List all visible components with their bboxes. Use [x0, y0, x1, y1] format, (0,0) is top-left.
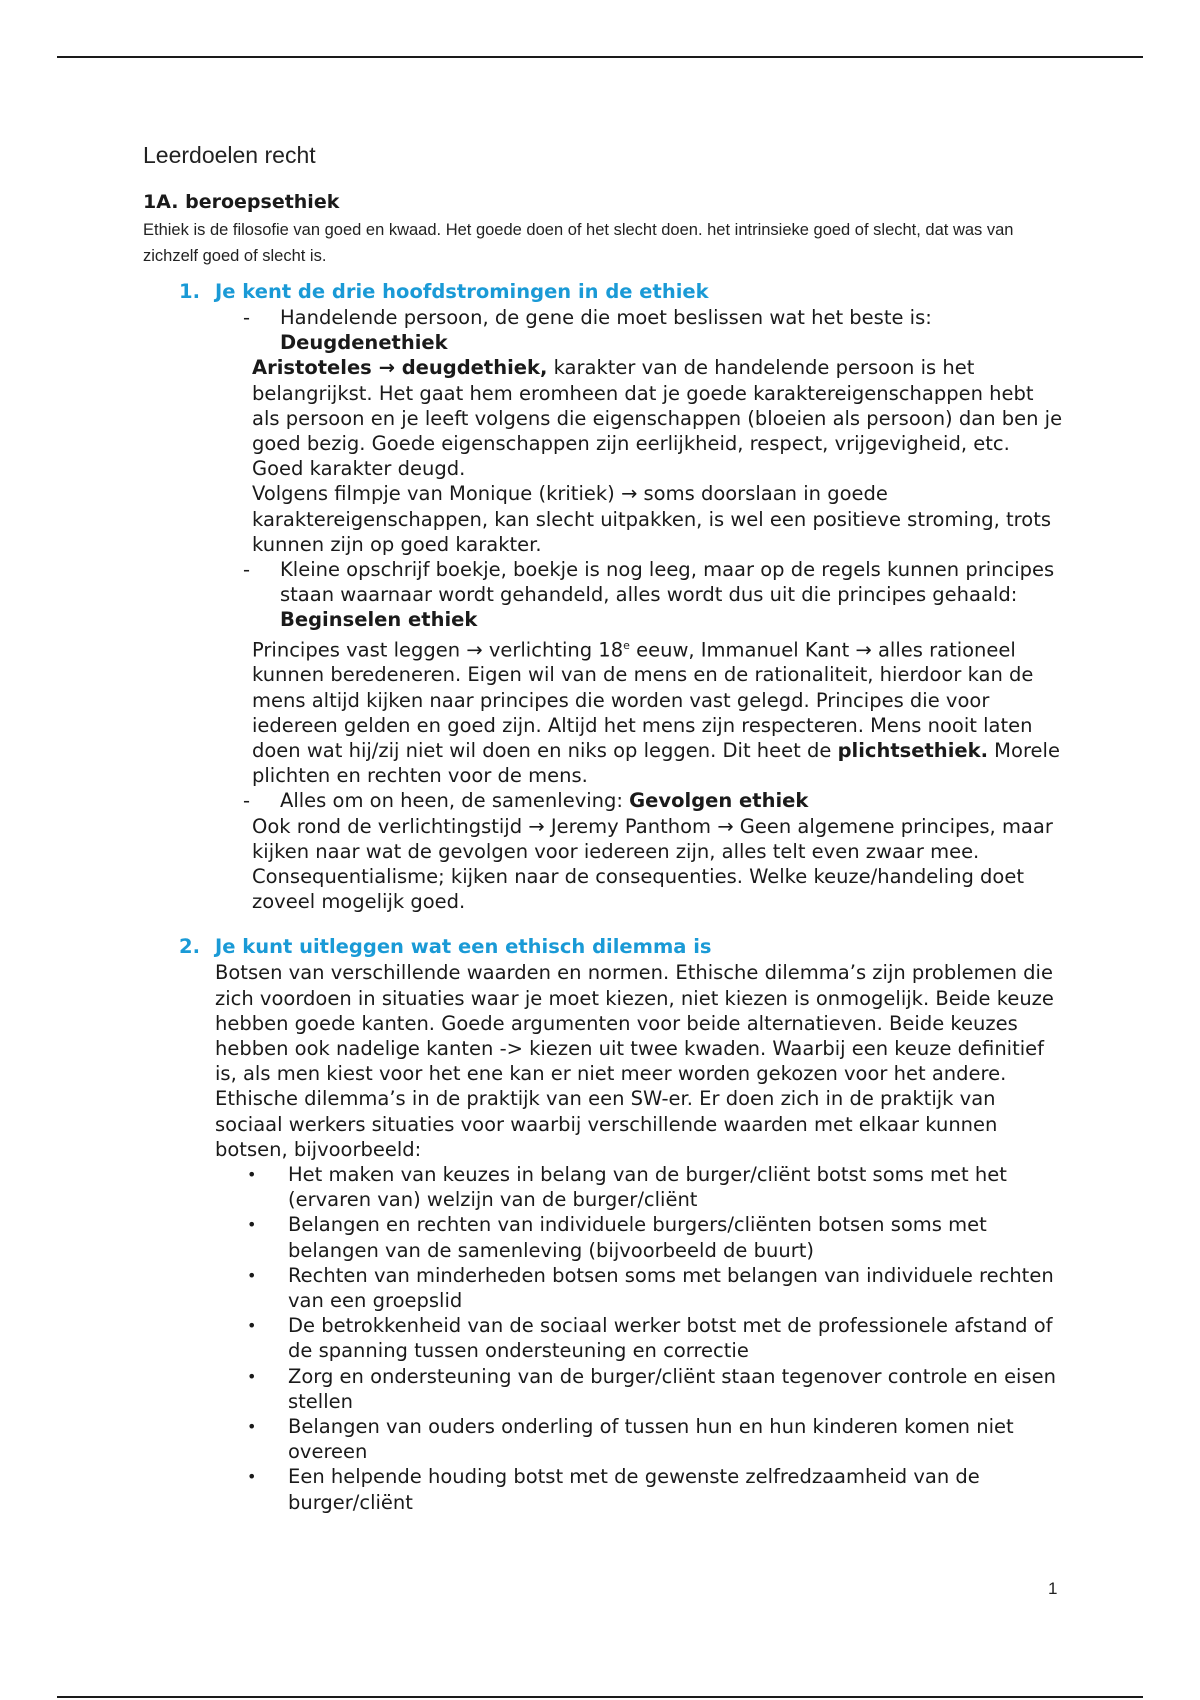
section-heading: 1A. beroepsethiek — [143, 191, 340, 213]
page-number: 1 — [1048, 1579, 1058, 1598]
list-item — [143, 1464, 1063, 1514]
bullet-text: Zorg en ondersteuning van de burger/cliënt staan tegenover controle en eisen stellen — [288, 1364, 1056, 1413]
bullet-list — [143, 1162, 1063, 1515]
item-1-bold-lead: Aristoteles → deugdethiek, — [252, 356, 548, 380]
item-3-paragraph-1: Ook rond de verlichtingstijd → Jeremy Panthom → Geen algemene principes, maar kijken naar wat de gevolgen voor iedereen zijn, alles telt even zwaar mee. Consequentialisme; kijken naar de consequenties. Welke keuze/handeling doet zoveel mogelijk goed. — [252, 814, 1053, 914]
bullet-text: Een helpende houding botst met de gewenste zelfredzaamheid van de burger/cliënt — [288, 1465, 980, 1514]
question-2-paragraph-2: Ethische dilemma’s in de praktijk van een SW-er. Er doen zich in de praktijk van sociaal werkers situaties voor waarbij verschillende waarden met elkaar kunnen botsen, bijvoorbeeld: — [215, 1087, 998, 1161]
dash-marker: - — [243, 306, 251, 329]
bullet-icon: • — [247, 1265, 257, 1285]
bullet-icon: • — [247, 1366, 257, 1386]
footer-rule — [57, 1696, 1143, 1698]
item-2-paragraph-1-end: Morele plichten en rechten voor de mens. — [252, 738, 1060, 788]
question-1-body — [143, 305, 1063, 914]
list-item — [143, 1263, 1063, 1313]
item-2-label: Beginselen ethiek — [280, 608, 478, 632]
dash-marker: - — [243, 558, 251, 582]
document-page — [143, 142, 1063, 1515]
document-title: Leerdoelen recht — [143, 142, 316, 168]
bullet-icon: • — [247, 1165, 257, 1184]
list-item — [143, 305, 1063, 355]
bullet-icon: • — [247, 1467, 257, 1487]
bullet-icon: • — [247, 1215, 257, 1235]
item-3-label: Gevolgen ethiek — [629, 789, 809, 813]
bullet-text: Het maken van keuzes in belang van de burger/cliënt botst soms met het (ervaren van) welzijn van de burger/cliënt — [288, 1163, 1007, 1212]
item-2-paragraph-1 — [143, 633, 1063, 789]
list-item — [143, 1414, 1063, 1464]
bullet-icon: • — [247, 1417, 257, 1437]
list-item — [143, 1313, 1063, 1363]
item-2-bold-term: plichtsethiek. — [837, 738, 988, 762]
question-1-number: 1. — [179, 280, 200, 303]
list-item — [143, 1162, 1063, 1212]
list-item — [143, 557, 1063, 633]
item-1-paragraph-1-text: karakter van de handelende persoon is het belangrijkst. Het gaat hem eromheen dat je goede karaktereigenschappen hebt als persoon en je leeft volgens die eigenschappen (bloeien als persoon) dan ben je goed bezig. Goede eigenschappen zijn eerlijkheid, respect, vrijgevigheid, etc. Goed karakter deugd. — [252, 356, 1063, 481]
item-2-text: Kleine opschrijf boekje, boekje is nog leeg, maar op de regels kunnen principes staan waarnaar wordt gehandeld, alles wordt dus uit die principes gehaald: — [280, 558, 1055, 607]
item-2-superscript: e — [623, 638, 630, 652]
header-rule — [57, 56, 1143, 58]
bullet-text: Rechten van minderheden botsen soms met belangen van individuele rechten van een groepslid — [288, 1263, 1054, 1313]
question-2-number: 2. — [179, 935, 200, 959]
bullet-text: Belangen en rechten van individuele burgers/cliënten botsen soms met belangen van de samenleving (bijvoorbeeld de buurt) — [288, 1213, 987, 1262]
item-1-label: Deugdenethiek — [280, 331, 448, 355]
item-2-paragraph-1-pre: Principes vast leggen → verlichting 18 — [252, 638, 624, 662]
question-1-title: Je kent de drie hoofdstromingen in de ethiek — [215, 280, 709, 303]
bullet-text: Belangen van ouders onderling of tussen hun en hun kinderen komen niet overeen — [288, 1415, 1014, 1464]
bullet-icon: • — [247, 1316, 257, 1336]
section-intro: Ethiek is de filosofie van goed en kwaad. Het goede doen of het slecht doen. het intrinsieke goed of slecht, dat was van zichzelf goed of slecht is. — [143, 221, 1014, 265]
item-1-paragraph-1 — [143, 355, 1063, 481]
item-3-text: Alles om on heen, de samenleving: — [280, 789, 630, 813]
list-item — [143, 788, 1063, 813]
list-item — [143, 1364, 1063, 1414]
dash-marker: - — [243, 789, 251, 813]
list-item — [143, 1212, 1063, 1262]
question-2-heading — [143, 934, 1063, 960]
question-2-paragraph-1: Botsen van verschillende waarden en normen. Ethische dilemma’s zijn problemen die zich voordoen in situaties waar je moet kiezen, niet kiezen is onmogelijk. Beide keuze hebben goede kanten. Goede argumenten voor beide alternatieven. Beide keuzes hebben ook nadelige kanten -> kiezen uit twee kwaden. Waarbij een keuze definitief is, als men kiest voor het ene kan er niet meer worden gekozen voor het andere. — [215, 961, 1054, 1086]
bullet-text: De betrokkenheid van de sociaal werker botst met de professionele afstand of de spanning tussen ondersteuning en correctie — [288, 1314, 1053, 1363]
item-1-text: Handelende persoon, de gene die moet beslissen wat het beste is: — [280, 306, 932, 329]
question-1-heading — [143, 279, 1063, 305]
question-2-title: Je kunt uitleggen wat een ethisch dilemma is — [215, 935, 712, 959]
question-2-body — [143, 960, 1063, 1514]
item-2-paragraph-1-post: eeuw, Immanuel Kant → alles rationeel kunnen beredeneren. Eigen wil van de mens en de rationaliteit, hierdoor kan de mens altijd kijken naar principes die worden vast gelegd. Principes die voor iedereen gelden en goed zijn. Altijd het mens zijn respecteren. Mens nooit laten doen wat hij/zij niet wil doen en niks op leggen. Dit heet de — [252, 638, 1034, 762]
item-1-paragraph-2: Volgens filmpje van Monique (kritiek) → soms doorslaan in goede karaktereigenschappen, kan slecht uitpakken, is wel een positieve stroming, trots kunnen zijn op goed karakter. — [252, 482, 1051, 556]
